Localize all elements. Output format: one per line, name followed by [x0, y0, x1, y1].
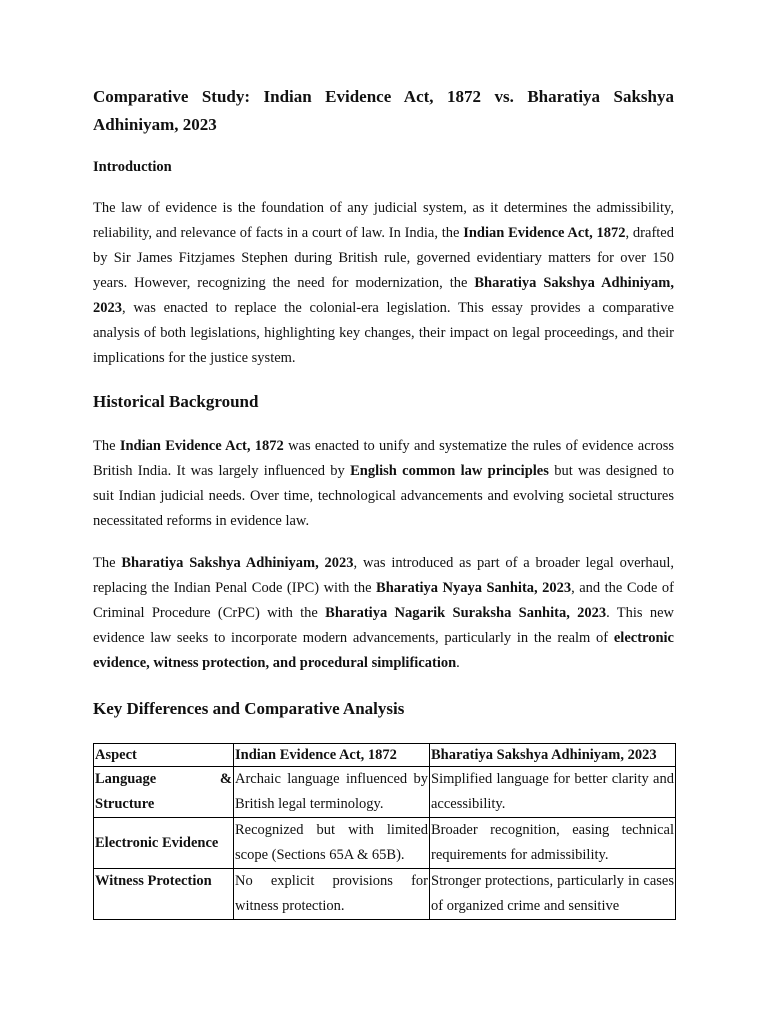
hist1-bold-iea: Indian Evidence Act, 1872: [119, 438, 284, 454]
table-header-row: [94, 744, 676, 767]
document-page: [93, 83, 674, 920]
intro-text-1: The law of evidence is the foundation of any judicial system, as it determines the admissibility, reliability, and relevance of facts in a court of law. In India, the: [93, 200, 674, 241]
key-differences-heading: Key Differences and Comparative Analysis: [93, 699, 405, 718]
intro-bold-bsa: Bharatiya Sakshya Adhiniyam, 2023: [93, 275, 674, 316]
hist2-text-4: . This new evidence law seeks to incorporate modern advancements, particularly in the realm of: [93, 605, 675, 646]
historical-paragraph-2: [93, 551, 674, 676]
hist2-text-1: The: [93, 555, 122, 571]
table-cell-iea: Archaic language influenced by British legal terminology.: [234, 767, 430, 818]
table-cell-iea: Recognized but with limited scope (Sections 65A & 65B).: [234, 818, 430, 869]
introduction-paragraph: [93, 196, 674, 371]
document-title: Comparative Study: Indian Evidence Act, 1872 vs. Bharatiya Sakshya Adhiniyam, 2023: [93, 87, 674, 134]
hist1-text-2: was enacted to unify and systematize the rules of evidence across British India. It was largely influenced by: [93, 438, 675, 479]
table-cell-aspect: [94, 767, 234, 818]
hist2-bold-bns: Bharatiya Nyaya Sanhita, 2023: [376, 580, 572, 596]
table-header-bsa: Bharatiya Sakshya Adhiniyam, 2023: [430, 744, 676, 767]
aspect-word-structure: Structure: [95, 796, 155, 812]
table-cell-bsa: Broader recognition, easing technical requirements for admissibility.: [430, 818, 676, 869]
intro-text-3: , was enacted to replace the colonial-era legislation. This essay provides a comparative analysis of both legislations, highlighting key changes, their impact on legal proceedings, and their implications for the justice system.: [93, 300, 674, 366]
historical-background-heading: Historical Background: [93, 392, 259, 411]
aspect-line-1: [95, 767, 232, 792]
hist2-text-5: .: [456, 655, 460, 671]
hist2-bold-focus-areas: electronic evidence, witness protection, and procedural simplification: [93, 630, 674, 671]
comparison-table: [93, 743, 676, 920]
introduction-heading: Introduction: [93, 159, 172, 175]
hist1-text-3: but was designed to suit Indian judicial needs. Over time, technological advancements and evolving societal structures necessitated reforms in evidence law.: [93, 463, 674, 529]
table-cell-aspect: Witness Protection: [94, 869, 234, 920]
table-header-iea: Indian Evidence Act, 1872: [234, 744, 430, 767]
table-row: [94, 767, 676, 818]
table-row: [94, 818, 676, 869]
table-cell-aspect: Electronic Evidence: [94, 818, 234, 869]
hist1-text-1: The: [93, 438, 120, 454]
table-header-aspect: Aspect: [94, 744, 234, 767]
hist2-bold-bnss: Bharatiya Nagarik Suraksha Sanhita, 2023: [325, 605, 607, 621]
table-cell-iea: No explicit provisions for witness protection.: [234, 869, 430, 920]
intro-bold-iea: Indian Evidence Act, 1872: [463, 225, 626, 241]
aspect-ampersand: &: [219, 771, 232, 787]
table-row: [94, 869, 676, 920]
hist2-bold-bsa: Bharatiya Sakshya Adhiniyam, 2023: [121, 555, 354, 571]
hist2-text-2: , was introduced as part of a broader legal overhaul, replacing the Indian Penal Code (IPC) with the: [93, 555, 674, 596]
table-cell-bsa: Stronger protections, particularly in cases of organized crime and sensitive: [430, 869, 676, 920]
aspect-word-language: Language: [95, 771, 157, 787]
intro-text-2: , drafted by Sir James Fitzjames Stephen during British rule, governed evidentiary matters for over 150 years. However, recognizing the need for modernization, the: [93, 225, 674, 291]
hist1-bold-common-law: English common law principles: [350, 463, 549, 479]
historical-paragraph-1: [93, 434, 674, 534]
table-cell-bsa: Simplified language for better clarity and accessibility.: [430, 767, 676, 818]
hist2-text-3: , and the Code of Criminal Procedure (CrPC) with the: [93, 580, 674, 621]
